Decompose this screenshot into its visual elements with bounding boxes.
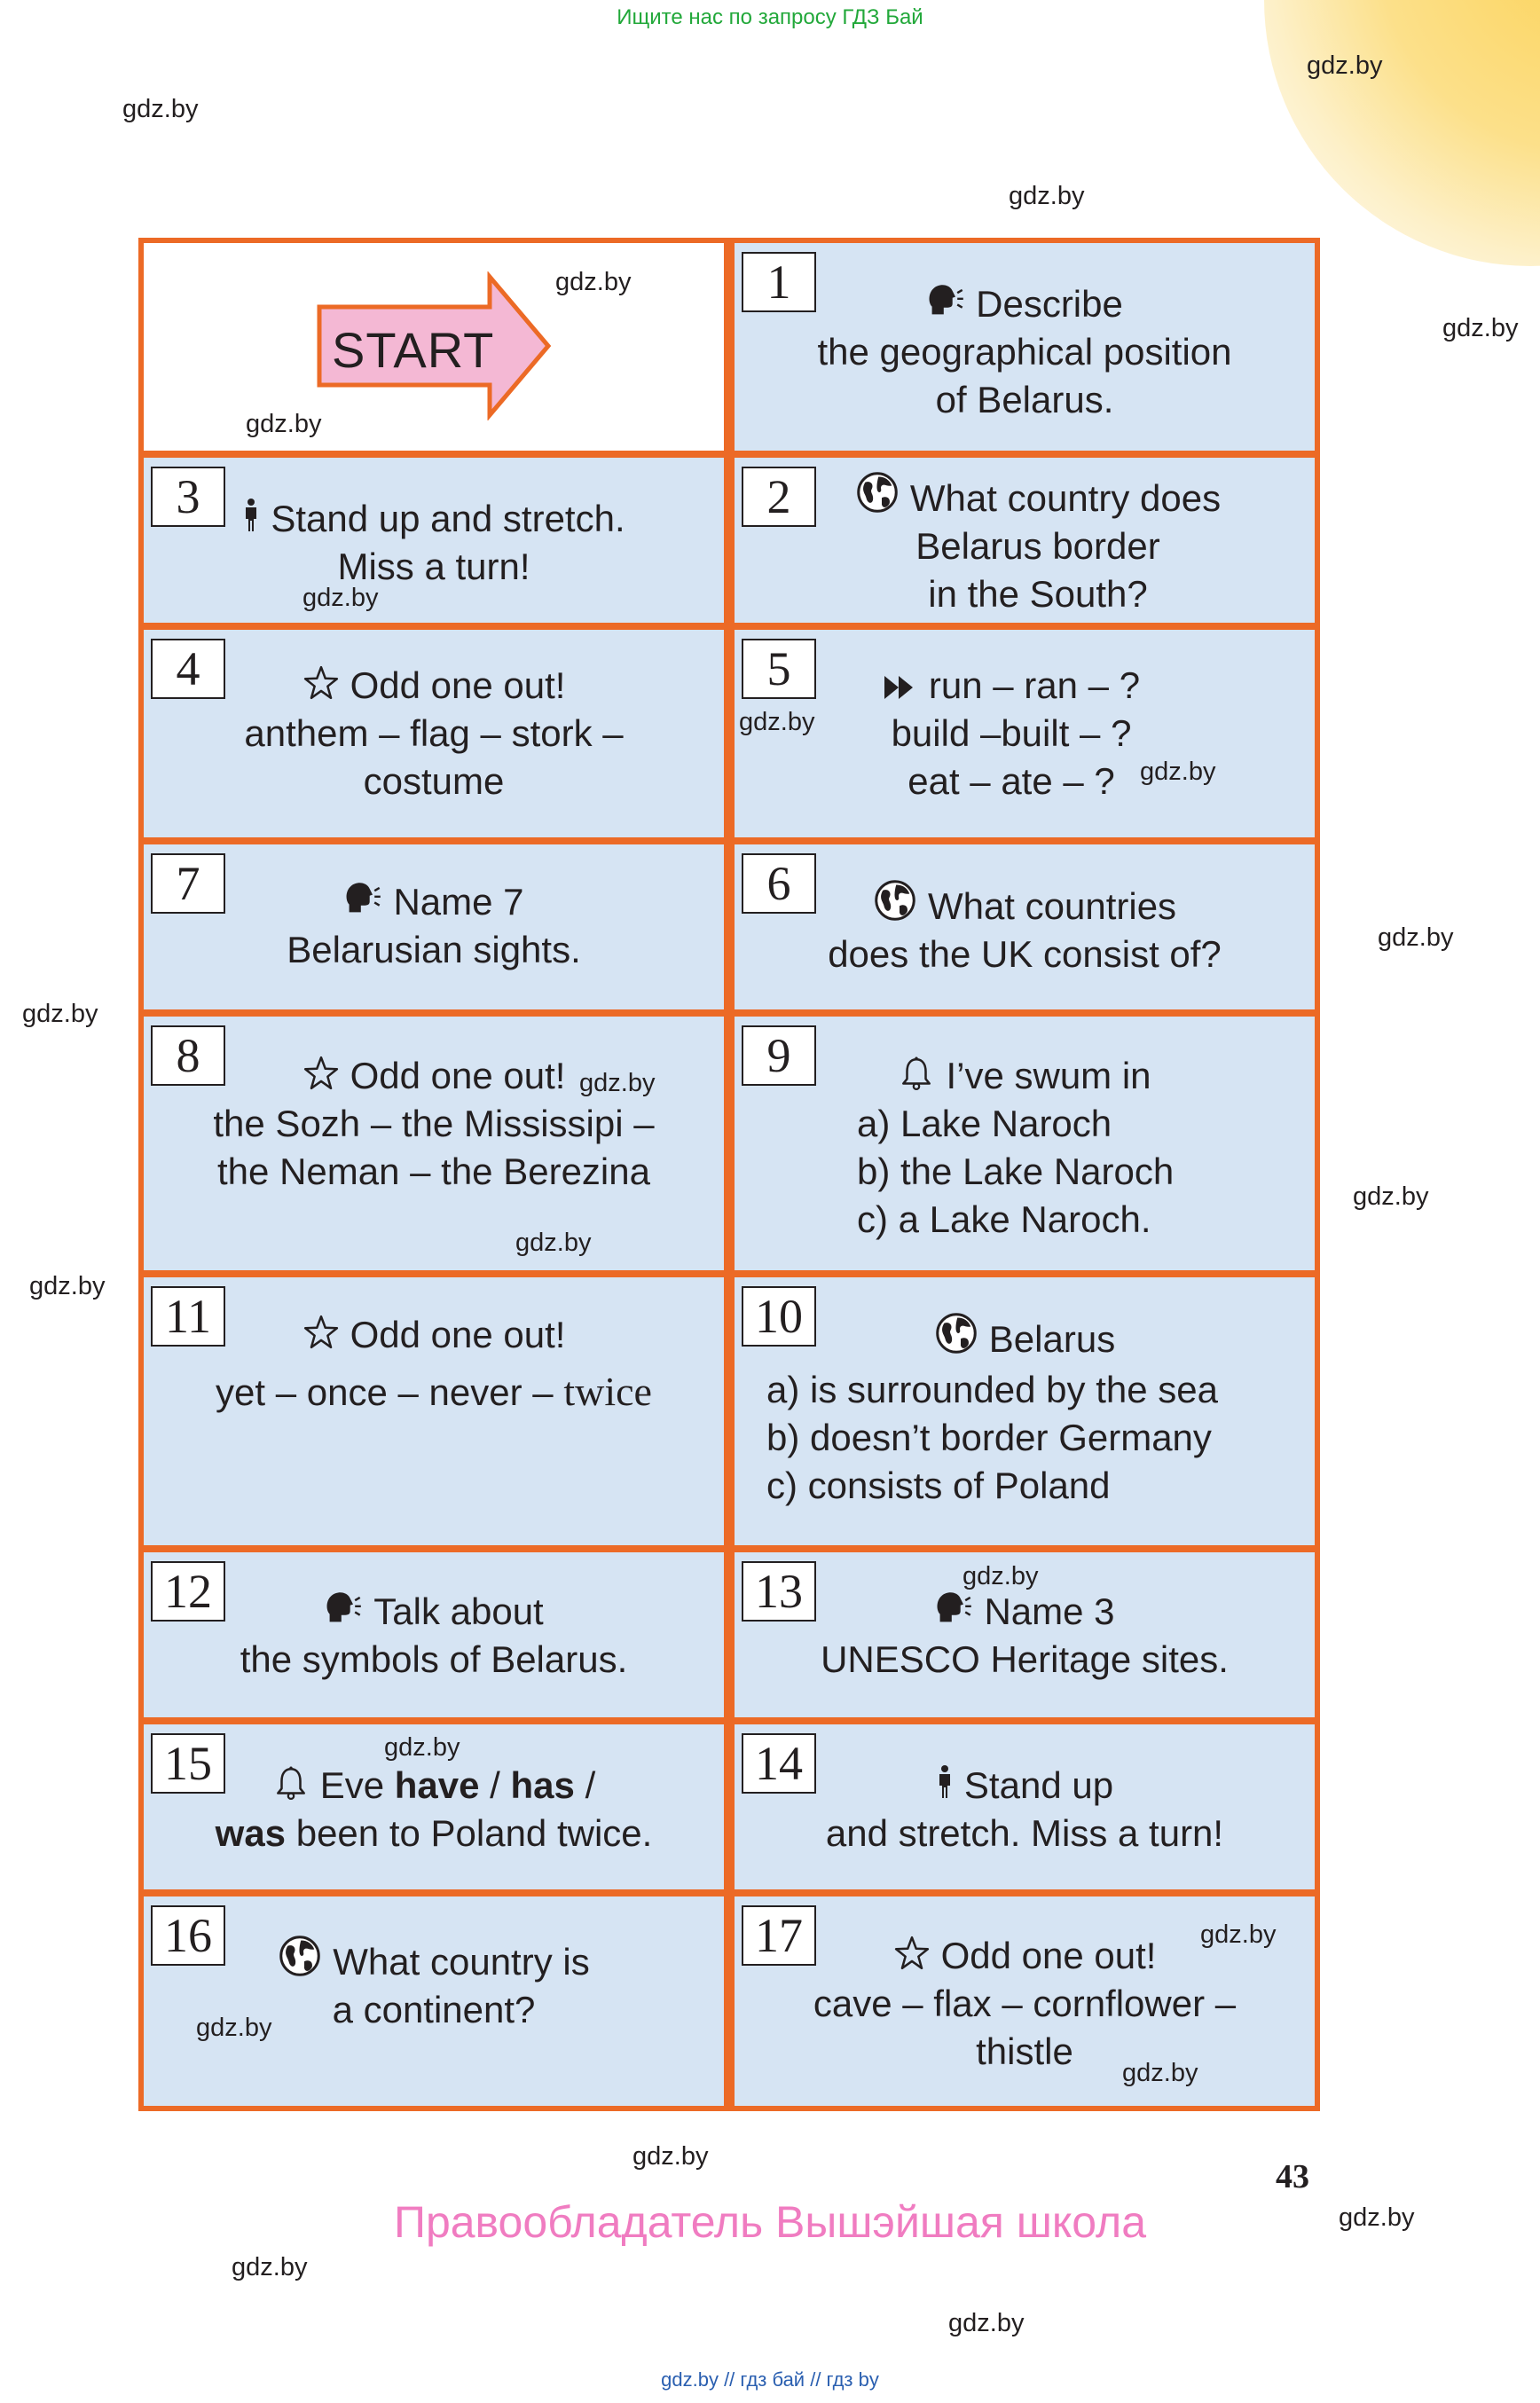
- sun-decoration: [1264, 0, 1540, 266]
- cell-text-serif: twice: [563, 1369, 652, 1414]
- watermark: gdz.by: [1339, 2203, 1415, 2232]
- cell-text: the symbols of Belarus.: [240, 1638, 628, 1680]
- watermark: gdz.by: [739, 708, 815, 736]
- cell-6[interactable]: [735, 844, 1315, 1009]
- star-icon: [302, 1314, 340, 1351]
- bell-icon: [272, 1764, 310, 1802]
- cell-text: eat – ate – ?: [908, 760, 1115, 802]
- cell-text: Belarusian sights.: [287, 929, 581, 970]
- globe-icon: [855, 470, 900, 514]
- speaking-head-icon: [934, 1589, 973, 1628]
- cell-text-bold: have: [394, 1764, 480, 1806]
- cell-number: 8: [151, 1025, 225, 1086]
- cell-text: I’ve swum in: [946, 1055, 1151, 1096]
- star-icon: [893, 1935, 931, 1972]
- cell-text: anthem – flag – stork –: [244, 712, 624, 754]
- cell-text: the geographical position: [817, 331, 1232, 373]
- cell-text: Describe: [976, 283, 1123, 325]
- bell-icon: [898, 1055, 935, 1092]
- option-c: c) a Lake Naroch.: [857, 1198, 1151, 1240]
- cell-2[interactable]: [735, 458, 1315, 623]
- cell-text: and stretch. Miss a turn!: [825, 1812, 1224, 1854]
- cell-text: yet – once – never –: [216, 1371, 564, 1413]
- watermark: gdz.by: [632, 2142, 709, 2171]
- watermark: gdz.by: [22, 1000, 98, 1028]
- watermark: gdz.by: [302, 584, 379, 612]
- speaking-head-icon: [343, 879, 382, 918]
- cell-number: 7: [151, 853, 225, 914]
- start-cell: [144, 243, 724, 451]
- cell-number: 10: [742, 1286, 816, 1347]
- option-c: c) consists of Poland: [766, 1465, 1111, 1506]
- cell-text: of Belarus.: [935, 379, 1114, 420]
- watermark: gdz.by: [579, 1069, 656, 1097]
- cell-text: Talk about: [373, 1590, 544, 1632]
- watermark: gdz.by: [1009, 182, 1085, 210]
- cell-text: Belarus: [988, 1318, 1116, 1360]
- cell-11[interactable]: [144, 1277, 724, 1545]
- watermark: gdz.by: [1307, 51, 1383, 80]
- watermark: gdz.by: [246, 410, 322, 438]
- watermark: gdz.by: [122, 95, 199, 123]
- cell-text: What country does: [909, 477, 1222, 519]
- star-icon: [302, 1055, 340, 1092]
- cell-text: in the South?: [928, 573, 1148, 615]
- top-note: Ищите нас по запросу ГДЗ Бай: [617, 5, 923, 29]
- cell-text: cave – flax – cornflower –: [813, 1983, 1237, 2024]
- watermark: gdz.by: [1122, 2059, 1198, 2087]
- cell-number: 3: [151, 467, 225, 527]
- cell-text: the Neman – the Berezina: [217, 1150, 650, 1192]
- cell-text: Name 3: [984, 1590, 1115, 1632]
- cell-3[interactable]: [144, 458, 724, 623]
- page-number: 43: [1276, 2158, 1309, 2195]
- cell-text: Odd one out!: [350, 1314, 566, 1355]
- cell-text-bold: was: [215, 1812, 287, 1854]
- standing-person-icon: [936, 1763, 954, 1802]
- cell-number: 6: [742, 853, 816, 914]
- watermark: gdz.by: [555, 268, 632, 296]
- globe-icon: [873, 878, 917, 923]
- copyright-notice: Правообладатель Вышэйшая школа: [394, 2197, 1146, 2247]
- cell-12[interactable]: [144, 1552, 724, 1717]
- game-board: [138, 238, 1320, 2111]
- star-icon: [302, 664, 340, 702]
- watermark: gdz.by: [29, 1272, 106, 1300]
- cell-10[interactable]: [735, 1277, 1315, 1545]
- watermark: gdz.by: [962, 1562, 1039, 1590]
- cell-number: 12: [151, 1561, 225, 1622]
- speaking-head-icon: [926, 281, 965, 320]
- cell-9[interactable]: [735, 1017, 1315, 1270]
- cell-number: 1: [742, 252, 816, 312]
- cell-text: UNESCO Heritage sites.: [821, 1638, 1229, 1680]
- cell-text: costume: [363, 760, 505, 802]
- cell-number: 15: [151, 1733, 225, 1794]
- cell-text: What country is: [333, 1941, 590, 1983]
- cell-1[interactable]: [735, 243, 1315, 451]
- cell-8[interactable]: [144, 1017, 724, 1270]
- watermark: gdz.by: [515, 1229, 592, 1257]
- cell-text: Odd one out!: [350, 664, 566, 706]
- cell-text: the Sozh – the Mississipi –: [213, 1103, 655, 1144]
- cell-number: 14: [742, 1733, 816, 1794]
- cell-text-bold: has: [510, 1764, 575, 1806]
- cell-5[interactable]: [735, 630, 1315, 837]
- fast-forward-icon: [883, 673, 918, 702]
- cell-text: Miss a turn!: [337, 546, 530, 587]
- watermark: gdz.by: [1378, 923, 1454, 952]
- watermark: gdz.by: [1442, 314, 1519, 342]
- cell-number: 13: [742, 1561, 816, 1622]
- footer-links: gdz.by // гдз бай // гдз by: [661, 2368, 879, 2391]
- cell-number: 9: [742, 1025, 816, 1086]
- cell-text: does the UK consist of?: [828, 933, 1222, 975]
- option-a: a) Lake Naroch: [857, 1103, 1112, 1144]
- option-a: a) is surrounded by the sea: [766, 1369, 1218, 1410]
- start-label: START: [332, 322, 495, 378]
- globe-icon: [934, 1311, 978, 1355]
- cell-text: a continent?: [332, 1989, 536, 2030]
- cell-text: run – ran – ?: [928, 664, 1141, 706]
- cell-text: Stand up: [963, 1764, 1114, 1806]
- cell-text: build –built – ?: [891, 712, 1132, 754]
- cell-14[interactable]: [735, 1724, 1315, 1889]
- cell-number: 5: [742, 639, 816, 699]
- watermark: gdz.by: [232, 2253, 308, 2281]
- cell-7[interactable]: [144, 844, 724, 1009]
- cell-4[interactable]: [144, 630, 724, 837]
- globe-icon: [278, 1934, 322, 1978]
- cell-text: Odd one out!: [940, 1935, 1157, 1976]
- cell-16[interactable]: [144, 1896, 724, 2106]
- option-b: b) doesn’t border Germany: [766, 1417, 1212, 1458]
- option-b: b) the Lake Naroch: [857, 1150, 1175, 1192]
- cell-text: been to Poland twice.: [286, 1812, 653, 1854]
- cell-number: 16: [151, 1905, 225, 1966]
- watermark: gdz.by: [196, 2014, 272, 2042]
- cell-text: Odd one out!: [350, 1055, 566, 1096]
- standing-person-icon: [242, 496, 260, 535]
- watermark: gdz.by: [948, 2309, 1025, 2337]
- cell-text: Stand up and stretch.: [271, 498, 625, 539]
- watermark: gdz.by: [384, 1733, 460, 1762]
- cell-text: Name 7: [393, 881, 524, 923]
- cell-text: /: [479, 1764, 511, 1806]
- cell-text: thistle: [976, 2030, 1073, 2072]
- cell-text: Eve: [319, 1764, 395, 1806]
- watermark: gdz.by: [1140, 758, 1216, 786]
- cell-number: 17: [742, 1905, 816, 1966]
- cell-number: 4: [151, 639, 225, 699]
- watermark: gdz.by: [1353, 1182, 1429, 1211]
- cell-text: /: [574, 1764, 596, 1806]
- speaking-head-icon: [324, 1589, 363, 1628]
- cell-number: 11: [151, 1286, 225, 1347]
- cell-text: What countries: [927, 885, 1177, 927]
- cell-number: 2: [742, 467, 816, 527]
- watermark: gdz.by: [1200, 1920, 1277, 1949]
- cell-text: Belarus border: [915, 525, 1160, 567]
